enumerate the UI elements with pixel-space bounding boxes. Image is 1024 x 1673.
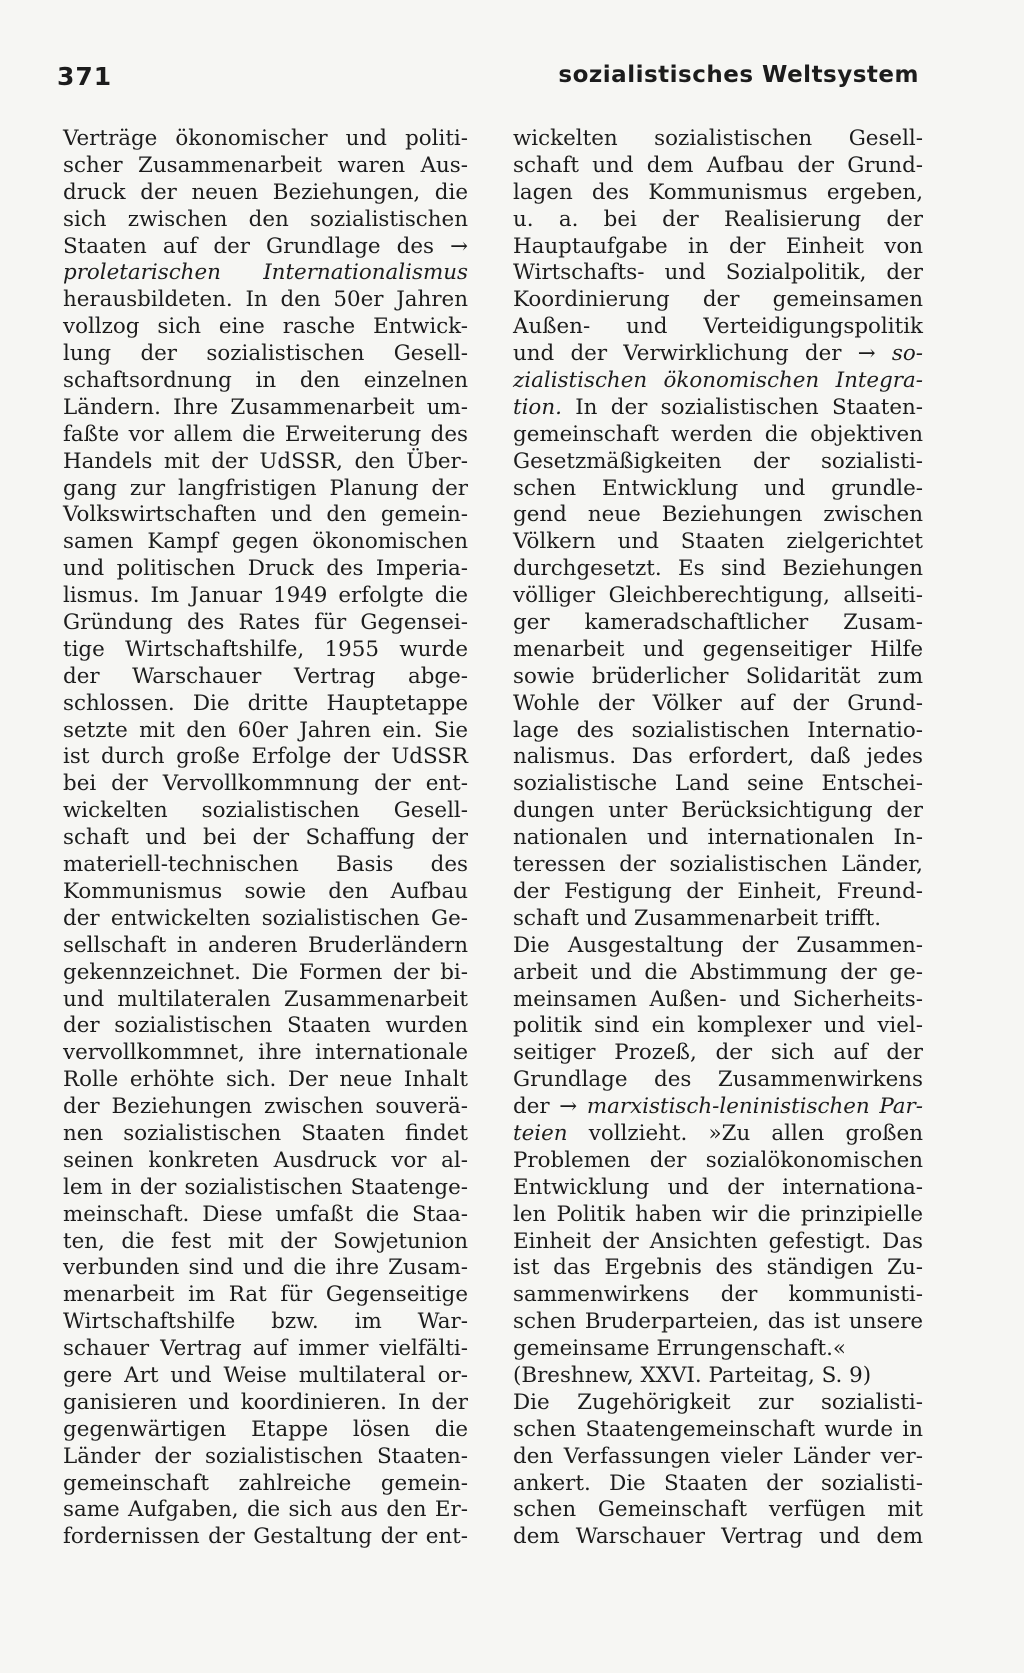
text-line (63, 771, 468, 798)
text-segment: menarbeit und gegenseitiger Hilfe (513, 636, 923, 662)
text-line (513, 234, 923, 261)
text-segment: Außen- und Verteidigungspolitik (513, 314, 923, 340)
text-line (513, 422, 923, 449)
right-text-column (513, 126, 923, 1551)
running-head: sozialistisches Weltsystem (558, 62, 919, 88)
text-segment: u. a. bei der Realisierung der (513, 206, 923, 232)
text-segment: druck der neuen Beziehungen, die (63, 179, 468, 205)
text-segment: Staaten auf der Grundlage des → (63, 233, 468, 259)
text-line (513, 180, 923, 207)
text-segment: Hauptaufgabe in der Einheit von (513, 233, 923, 259)
text-line (513, 1282, 923, 1309)
text-segment: völliger Gleichberechtigung, allseiti- (513, 583, 923, 609)
text-segment: meinsamen Außen- und Sicherheits- (513, 986, 923, 1012)
italic-text: teien (513, 1120, 568, 1146)
text-line (63, 1121, 468, 1148)
text-line (513, 1309, 923, 1336)
text-segment: menarbeit im Rat für Gegenseitige (63, 1282, 468, 1308)
text-line (63, 126, 468, 153)
text-line (63, 422, 468, 449)
text-line (63, 1229, 468, 1256)
text-segment: teressen der sozialistischen Länder, (513, 852, 923, 878)
text-line (63, 1040, 468, 1067)
text-segment: schen Entwicklung und grundle- (513, 475, 923, 501)
text-segment: gemeinschaft zahlreiche gemein- (63, 1470, 468, 1496)
text-segment: Wirtschaftshilfe bzw. im War- (63, 1309, 468, 1335)
text-segment: Entwicklung und der internationa- (513, 1174, 923, 1200)
text-line (513, 691, 923, 718)
text-line (513, 1363, 923, 1390)
text-segment: lagen des Kommunismus ergeben, (513, 179, 923, 205)
text-line (513, 933, 923, 960)
text-line (63, 1336, 468, 1363)
text-line (513, 260, 923, 287)
text-line (513, 825, 923, 852)
text-segment: sellschaft in anderen Bruderländern (63, 932, 468, 958)
text-segment: dungen unter Berücksichtigung der (513, 798, 923, 824)
text-segment: seitiger Prozeß, der sich auf der (513, 1040, 923, 1066)
text-segment: politik sind ein komplexer und viel- (513, 1013, 923, 1039)
text-segment: tige Wirtschaftshilfe, 1955 wurde (63, 636, 468, 662)
text-line (63, 1471, 468, 1498)
text-line (63, 664, 468, 691)
text-segment: Volkswirtschaften und den gemein- (63, 502, 468, 528)
text-line (63, 368, 468, 395)
text-segment: sowie brüderlicher Solidarität zum (513, 663, 923, 689)
text-segment: und politischen Druck des Imperia- (63, 556, 468, 582)
text-segment: Gründung des Rates für Gegensei- (63, 610, 468, 636)
text-line (513, 1148, 923, 1175)
text-line (513, 449, 923, 476)
text-segment: (Breshnew, XXVI. Parteitag, S. 9) (513, 1362, 872, 1388)
text-line (513, 987, 923, 1014)
text-line (63, 852, 468, 879)
text-line (63, 1013, 468, 1040)
text-segment: schlossen. Die dritte Hauptetappe (63, 690, 468, 716)
text-line (63, 933, 468, 960)
italic-text: proletarischen Internationalismus (63, 260, 468, 286)
text-segment: der Beziehungen zwischen souverä- (63, 1094, 468, 1120)
text-segment: ganisieren und koordinieren. In der (63, 1389, 468, 1415)
text-line (513, 1497, 923, 1524)
text-segment: Länder der sozialistischen Staaten- (63, 1443, 468, 1469)
text-line (513, 583, 923, 610)
text-segment: ger kameradschaftlicher Zusam- (513, 610, 923, 636)
text-line (63, 1390, 468, 1417)
text-line (513, 1094, 923, 1121)
page-header (57, 62, 919, 102)
text-line (513, 1471, 923, 1498)
text-line (63, 798, 468, 825)
text-line (513, 1255, 923, 1282)
text-line (513, 960, 923, 987)
text-line (63, 180, 468, 207)
text-segment: gemeinsame Errungenschaft.« (513, 1336, 847, 1362)
text-segment: durchgesetzt. Es sind Beziehungen (513, 556, 923, 582)
text-segment: schaft und bei der Schaffung der (63, 825, 468, 851)
text-segment: ist das Ergebnis des ständigen Zu- (513, 1255, 923, 1281)
italic-text: tion. (513, 394, 562, 420)
text-line (63, 987, 468, 1014)
text-line (513, 395, 923, 422)
text-line (513, 207, 923, 234)
text-segment: schauer Vertrag auf immer vielfälti- (63, 1336, 468, 1362)
text-line (63, 1148, 468, 1175)
text-segment: der sozialistischen Staaten wurden (63, 1013, 468, 1039)
text-segment: dem Warschauer Vertrag und dem (513, 1524, 923, 1550)
text-line (513, 879, 923, 906)
text-segment: arbeit und die Abstimmung der ge- (513, 959, 923, 985)
text-segment: und der Verwirklichung der → (513, 341, 892, 367)
text-segment: gang zur langfristigen Planung der (63, 475, 468, 501)
text-segment: ist durch große Erfolge der UdSSR (63, 744, 468, 770)
left-text-column (63, 126, 468, 1551)
text-segment: gere Art und Weise multilateral or- (63, 1362, 468, 1388)
text-segment: wickelten sozialistischen Gesell- (63, 798, 468, 824)
text-segment: lage des sozialistischen Internatio- (513, 717, 923, 743)
text-line (63, 718, 468, 745)
text-line (513, 1013, 923, 1040)
text-line (513, 341, 923, 368)
text-segment: gegenwärtigen Etappe lösen die (63, 1416, 468, 1442)
text-line (513, 556, 923, 583)
text-line (63, 207, 468, 234)
text-segment: samen Kampf gegen ökonomischen (63, 529, 468, 555)
text-segment: Die Ausgestaltung der Zusammen- (513, 932, 923, 958)
text-segment: herausbildeten. In den 50er Jahren (63, 287, 468, 313)
text-segment: schen Bruderparteien, das ist unsere (513, 1309, 923, 1335)
text-segment: vervollkommnet, ihre internationale (63, 1040, 468, 1066)
text-segment: vollzieht. »Zu allen großen (567, 1120, 923, 1146)
text-segment: scher Zusammenarbeit waren Aus- (63, 152, 468, 178)
text-line (513, 664, 923, 691)
text-line (513, 798, 923, 825)
text-line (63, 610, 468, 637)
text-line (63, 879, 468, 906)
text-segment: Gesetzmäßigkeiten der sozialisti- (513, 448, 923, 474)
text-segment: Wirtschafts- und Sozialpolitik, der (513, 260, 923, 286)
text-segment: Grundlage des Zusammenwirkens (513, 1067, 923, 1093)
text-segment: setzte mit den 60er Jahren ein. Sie (63, 717, 468, 743)
text-line (63, 476, 468, 503)
text-line (513, 610, 923, 637)
text-segment: sich zwischen den sozialistischen (63, 206, 468, 232)
text-line (513, 126, 923, 153)
text-line (513, 502, 923, 529)
text-line (513, 1067, 923, 1094)
text-segment: lung der sozialistischen Gesell- (63, 341, 468, 367)
text-segment: sammenwirkens der kommunisti- (513, 1282, 923, 1308)
text-segment: schaft und Zusammenarbeit trifft. (513, 905, 882, 931)
italic-text: zialistischen ökonomischen Integra- (513, 368, 923, 394)
text-line (63, 341, 468, 368)
text-line (63, 744, 468, 771)
text-segment: ten, die fest mit der Sowjetunion (63, 1228, 468, 1254)
text-segment: Wohle der Völker auf der Grund- (513, 690, 923, 716)
text-line (513, 476, 923, 503)
text-line (63, 1417, 468, 1444)
text-line (513, 1417, 923, 1444)
text-line (513, 906, 923, 933)
text-line (63, 1282, 468, 1309)
text-line (513, 1336, 923, 1363)
text-segment: verbunden sind und die ihre Zusam- (63, 1255, 468, 1281)
text-line (63, 960, 468, 987)
text-segment: Handels mit der UdSSR, den Über- (63, 448, 468, 474)
text-line (63, 556, 468, 583)
text-segment: schaftsordnung in den einzelnen (63, 368, 468, 394)
text-segment: faßte vor allem die Erweiterung des (63, 421, 468, 447)
text-segment: same Aufgaben, die sich aus den Er- (63, 1497, 468, 1523)
text-line (513, 1040, 923, 1067)
text-segment: Problemen der sozialökonomischen (513, 1147, 923, 1173)
text-line (63, 1524, 468, 1551)
text-segment: materiell-technischen Basis des (63, 852, 468, 878)
text-segment: sozialistische Land seine Entschei- (513, 771, 923, 797)
text-segment: der → (513, 1094, 587, 1120)
text-segment: gemeinschaft werden die objektiven (513, 421, 923, 447)
text-line (513, 1390, 923, 1417)
text-segment: schaft und dem Aufbau der Grund- (513, 152, 923, 178)
text-segment: meinschaft. Diese umfaßt die Staa- (63, 1201, 468, 1227)
text-line (63, 529, 468, 556)
text-line (63, 906, 468, 933)
text-line (63, 1094, 468, 1121)
text-line (63, 1067, 468, 1094)
italic-text: so- (891, 341, 923, 367)
text-segment: nalismus. Das erfordert, daß jedes (513, 744, 923, 770)
text-segment: nationalen und internationalen In- (513, 825, 923, 851)
text-line (513, 718, 923, 745)
text-segment: Ländern. Ihre Zusammenarbeit um- (63, 394, 468, 420)
text-line (513, 287, 923, 314)
text-segment: der entwickelten sozialistischen Ge- (63, 905, 468, 931)
text-line (513, 314, 923, 341)
text-line (513, 1524, 923, 1551)
text-segment: wickelten sozialistischen Gesell- (513, 126, 923, 151)
text-segment: len Politik haben wir die prinzipielle (513, 1201, 923, 1227)
text-line (513, 1202, 923, 1229)
text-segment: nen sozialistischen Staaten findet (63, 1120, 468, 1146)
text-segment: lismus. Im Januar 1949 erfolgte die (63, 583, 468, 609)
text-segment: Kommunismus sowie den Aufbau (63, 878, 468, 904)
text-line (63, 234, 468, 261)
text-line (513, 1229, 923, 1256)
text-line (63, 153, 468, 180)
page-number: 371 (57, 62, 113, 91)
text-segment: den Verfassungen vieler Länder ver- (513, 1443, 923, 1469)
text-line (63, 1363, 468, 1390)
text-line (63, 1309, 468, 1336)
text-line (513, 637, 923, 664)
text-segment: vollzog sich eine rasche Entwick- (63, 314, 468, 340)
text-segment: gekennzeichnet. Die Formen der bi- (63, 959, 468, 985)
text-segment: Die Zugehörigkeit zur sozialisti- (513, 1389, 923, 1415)
text-line (63, 449, 468, 476)
text-segment: und multilateralen Zusammenarbeit (63, 986, 468, 1012)
text-line (513, 744, 923, 771)
text-segment: schen Staatengemeinschaft wurde in (513, 1416, 923, 1442)
text-line (63, 260, 468, 287)
text-line (63, 395, 468, 422)
text-line (63, 1202, 468, 1229)
text-line (63, 502, 468, 529)
text-line (63, 1175, 468, 1202)
text-line (63, 314, 468, 341)
text-line (513, 852, 923, 879)
text-segment: Rolle erhöhte sich. Der neue Inhalt (63, 1067, 468, 1093)
text-segment: gend neue Beziehungen zwischen (513, 502, 923, 528)
text-line (63, 1497, 468, 1524)
text-line (63, 1444, 468, 1471)
text-line (513, 1121, 923, 1148)
text-line (513, 368, 923, 395)
italic-text: marxistisch-leninistischen Par- (586, 1094, 923, 1120)
text-line (63, 637, 468, 664)
text-line (63, 287, 468, 314)
text-line (63, 583, 468, 610)
text-line (513, 771, 923, 798)
text-line (513, 153, 923, 180)
text-segment: Koordinierung der gemeinsamen (513, 287, 923, 313)
text-segment: Völkern und Staaten zielgerichtet (513, 529, 923, 555)
text-segment: ankert. Die Staaten der sozialisti- (513, 1470, 923, 1496)
text-segment: Verträge ökonomischer und politi- (63, 126, 468, 151)
text-segment: schen Gemeinschaft verfügen mit (513, 1497, 923, 1523)
text-segment: In der sozialistischen Staaten- (561, 394, 923, 420)
text-line (63, 691, 468, 718)
text-segment: seinen konkreten Ausdruck vor al- (63, 1147, 468, 1173)
text-segment: lem in der sozialistischen Staatenge- (63, 1174, 468, 1200)
text-line (63, 825, 468, 852)
text-segment: fordernissen der Gestaltung der ent- (63, 1524, 468, 1550)
text-line (63, 1255, 468, 1282)
text-segment: der Warschauer Vertrag abge- (63, 663, 468, 689)
text-segment: Einheit der Ansichten gefestigt. Das (513, 1228, 923, 1254)
text-line (513, 1175, 923, 1202)
text-line (513, 1444, 923, 1471)
text-segment: der Festigung der Einheit, Freund- (513, 878, 923, 904)
text-line (513, 529, 923, 556)
text-segment: bei der Vervollkommnung der ent- (63, 771, 468, 797)
